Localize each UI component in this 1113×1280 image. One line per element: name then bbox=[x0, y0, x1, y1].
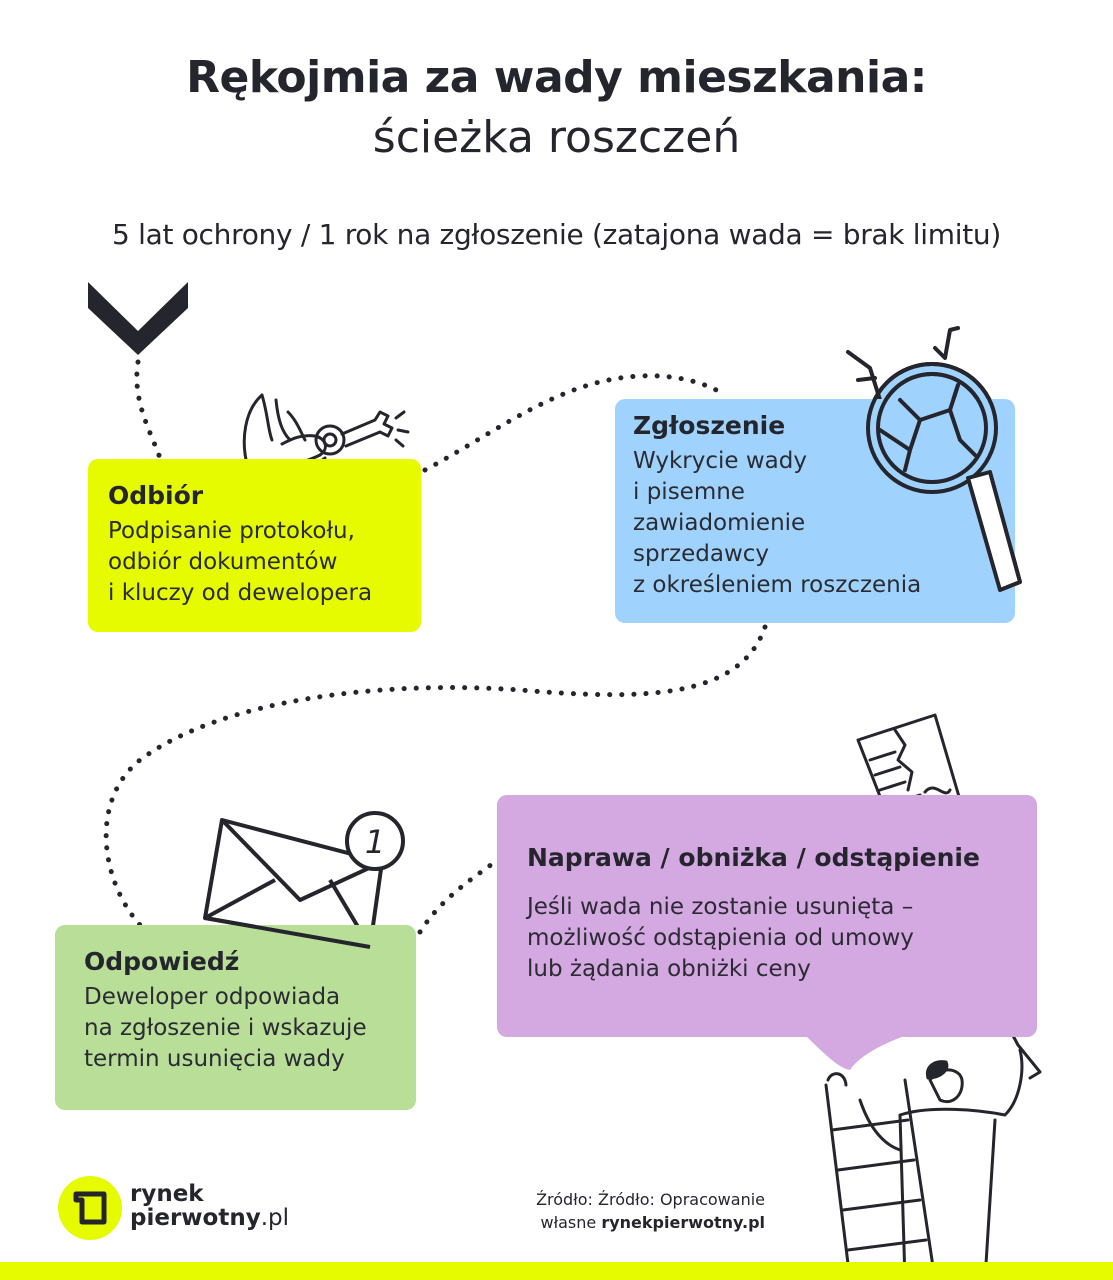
source-prefix: Źródło: Źródło: Opracowanie własne bbox=[536, 1190, 765, 1232]
step-text: Deweloper odpowiada na zgłoszenie i wskazuje termin usunięcia wady bbox=[84, 984, 367, 1072]
mail-badge: 1 bbox=[364, 823, 386, 861]
step-title: Naprawa / obniżka / odstąpienie bbox=[527, 843, 980, 872]
brand-logo bbox=[130, 1182, 289, 1230]
step-title: Zgłoszenie bbox=[633, 411, 786, 440]
brand-line2: pierwotny.pl bbox=[130, 1205, 290, 1231]
step-title: Odbiór bbox=[108, 481, 204, 510]
step-card-odpowiedz bbox=[55, 925, 416, 1110]
step-title: Odpowiedź bbox=[84, 947, 240, 976]
source-site: rynekpierwotny.pl bbox=[601, 1213, 765, 1232]
bottom-accent-bar bbox=[0, 1262, 1113, 1280]
page-subtitle: ścieżka roszczeń bbox=[372, 112, 741, 163]
tagline: 5 lat ochrony / 1 rok na zgłoszenie (zatajona wada = brak limitu) bbox=[112, 218, 1001, 251]
step-text: Wykrycie wady i pisemne zawiadomienie sprzedawcy z określeniem roszczenia bbox=[633, 448, 922, 598]
step-card-naprawa bbox=[497, 795, 1037, 1037]
step-card-zgloszenie bbox=[615, 399, 1015, 623]
step-text: Jeśli wada nie zostanie usunięta – możliwość odstąpienia od umowy lub żądania obniżki ceny bbox=[527, 894, 914, 982]
source-note bbox=[480, 1188, 765, 1234]
brand-line1: rynek bbox=[130, 1181, 204, 1207]
step-text: Podpisanie protokołu, odbiór dokumentów i kluczy od dewelopera bbox=[108, 518, 373, 606]
step-card-odbior bbox=[88, 459, 421, 632]
page-title: Rękojmia za wady mieszkania: bbox=[186, 52, 927, 103]
chevron-down-icon bbox=[88, 282, 188, 355]
